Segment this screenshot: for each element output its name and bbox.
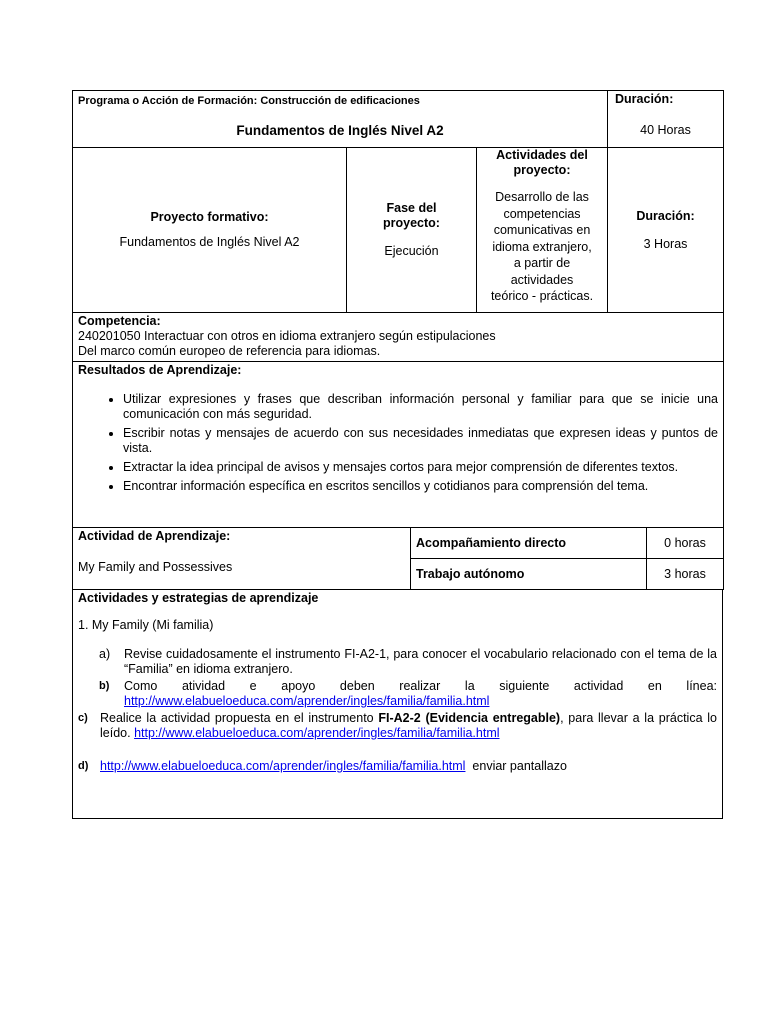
activities-line: competencias: [503, 206, 581, 221]
item-d-text: enviar pantallazo: [465, 759, 567, 773]
project-cell: [73, 148, 347, 313]
trabajo-label: Trabajo autónomo: [411, 559, 647, 590]
item-d-content: [100, 759, 717, 774]
list-item: • Extractar la idea principal de avisos y mensajes cortos para mejor comprensión de diferentes textos.: [123, 460, 718, 475]
activities-label-1: Actividades del: [496, 148, 588, 162]
competencia-label: Competencia:: [78, 314, 161, 328]
activity-cell: [73, 528, 411, 590]
activities-line: teórico - prácticas.: [490, 289, 594, 303]
duration-label: Duración:: [615, 92, 674, 106]
resultados-label: Resultados de Aprendizaje:: [78, 363, 242, 377]
project-duration-value: 3 Horas: [643, 236, 688, 251]
acomp-value: 0 horas: [647, 528, 724, 559]
activities-line: actividades: [510, 272, 574, 287]
list-item: • Encontrar información específica en escritos sencillos y cotidianos para comprensión del tema.: [123, 479, 718, 494]
phase-label-2: proyecto:: [383, 216, 440, 230]
item-b: [78, 679, 717, 709]
item-b-label: b): [99, 680, 110, 692]
phase-value: Ejecución: [384, 244, 439, 258]
phase-label-1: Fase del: [386, 201, 437, 215]
activities-line: a partir de: [513, 256, 571, 270]
activities-line: idioma extranjero,: [492, 239, 592, 254]
item-c-bold: FI-A2-2 (Evidencia entregable): [378, 711, 561, 725]
course-title: Fundamentos de Inglés Nivel A2: [236, 123, 444, 138]
list-item: • Utilizar expresiones y frases que describan información personal y familiar para que se inicie una comunicación con más seguridad.: [123, 392, 718, 422]
program-cell: [73, 91, 608, 148]
item-c-text-1: Realice la actividad propuesta en el instrumento: [100, 711, 379, 725]
duration-value: 40 Horas: [640, 123, 691, 137]
competencia-line: Del marco común europeo de referencia para idiomas.: [78, 344, 381, 358]
resultados-list: [78, 392, 718, 494]
activities-line: Desarrollo de las: [495, 190, 589, 204]
project-value: Fundamentos de Inglés Nivel A2: [119, 235, 300, 249]
acomp-label: Acompañamiento directo: [411, 528, 647, 559]
project-label: Proyecto formativo:: [150, 210, 269, 224]
item-c: [78, 711, 717, 741]
item-c-text-2: , para llevar a la práctica lo leído.: [100, 711, 717, 740]
resultados-cell: [73, 362, 724, 528]
item-a-text: Revise cuidadosamente el instrumento FI-A2-1, para conocer el vocabulario relacionado con el tema de la “Familia” en idioma extranjero.: [124, 647, 717, 676]
trabajo-value: 3 horas: [647, 559, 724, 590]
activities-label-2: proyecto:: [513, 163, 571, 177]
project-duration-label: Duración:: [636, 208, 695, 223]
strategies-label: Actividades y estrategias de aprendizaje: [78, 591, 319, 605]
duration-cell: [608, 91, 724, 148]
activity-label: Actividad de Aprendizaje:: [78, 529, 231, 543]
item-b-text: Como atividad e apoyo deben realizar la siguiente actividad en línea:: [124, 679, 717, 693]
strategies-table: [72, 589, 723, 819]
activity-value: My Family and Possessives: [78, 560, 233, 574]
item-c-content: [100, 711, 717, 741]
item-b-content: [124, 679, 717, 709]
item-d-label: d): [78, 760, 89, 772]
strategies-cell: [73, 590, 723, 819]
item-d: [78, 759, 717, 774]
header-table: [72, 90, 724, 528]
item-family: 1. My Family (Mi familia): [78, 618, 214, 632]
activities-line: comunicativas en: [493, 223, 591, 237]
list-item: • Escribir notas y mensajes de acuerdo con sus necesidades inmediatas que expresen ideas y puntos de vista.: [123, 426, 718, 456]
item-c-link[interactable]: http://www.elabueloeduca.com/aprender/ingles/familia/familia.html: [134, 726, 500, 740]
competencia-cell: [73, 313, 724, 362]
item-c-label: c): [78, 712, 88, 724]
item-a: [78, 647, 717, 677]
program-name: Programa o Acción de Formación: Construcción de edificaciones: [78, 95, 420, 107]
activity-table: [72, 527, 724, 590]
course-document: [72, 90, 723, 819]
phase-cell: [347, 148, 477, 313]
competencia-line: 240201050 Interactuar con otros en idioma extranjero según estipulaciones: [78, 329, 496, 343]
item-b-link[interactable]: http://www.elabueloeduca.com/aprender/ingles/familia/familia.html: [124, 694, 490, 708]
activities-cell: [477, 148, 608, 313]
item-d-link[interactable]: http://www.elabueloeduca.com/aprender/ingles/familia/familia.html: [100, 759, 466, 773]
item-a-label: a): [99, 647, 111, 661]
project-duration-cell: [608, 148, 724, 313]
